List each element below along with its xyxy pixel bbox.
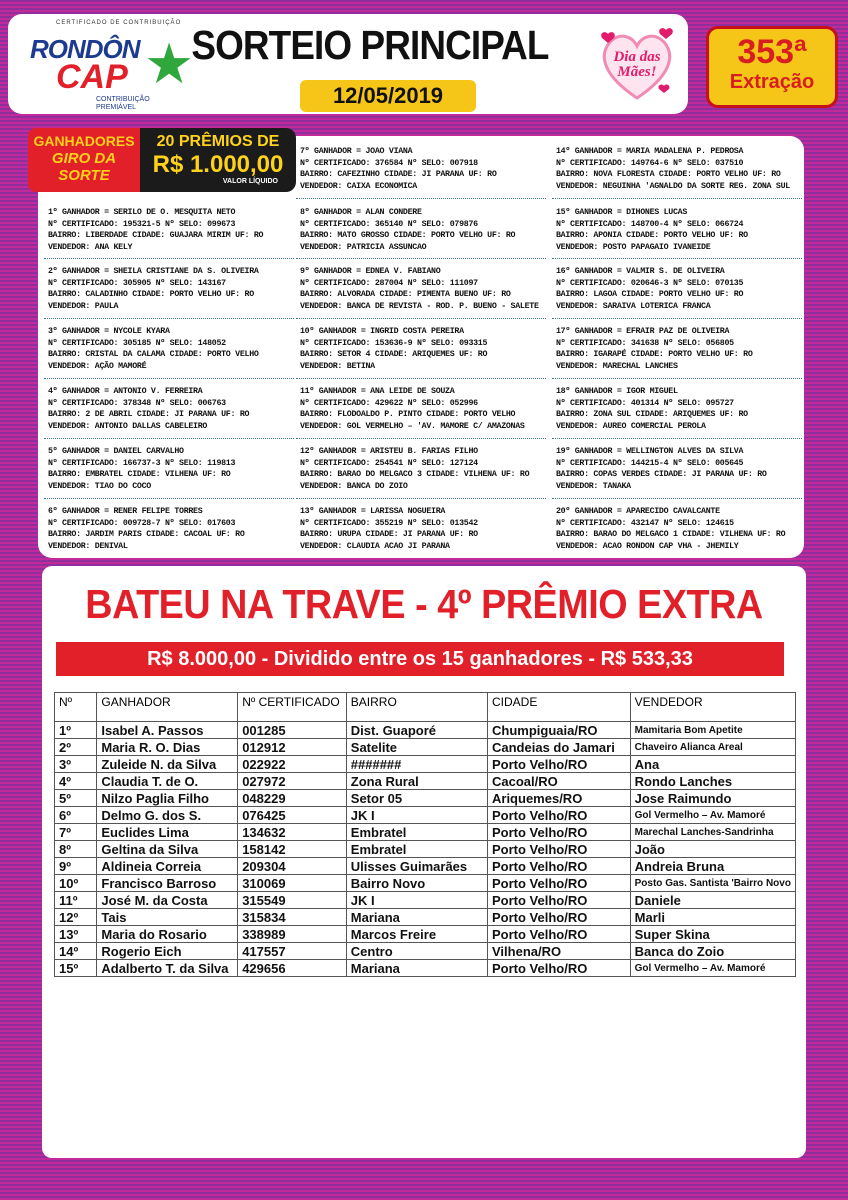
table-cell: 417557 — [238, 943, 347, 960]
winner-line: BAIRRO: JARDIM PARIS CIDADE: CACOAL UF: RO — [48, 530, 245, 539]
table-cell: Embratel — [346, 824, 487, 841]
winner-line: Nº CERTIFICADO: 148700-4 Nº SELO: 066724 — [556, 219, 744, 229]
table-cell: José M. da Costa — [97, 892, 238, 909]
table-cell: 2º — [55, 739, 97, 756]
table-cell: Posto Gas. Santista 'Bairro Novo — [630, 875, 795, 892]
table-cell: Cacoal/RO — [488, 773, 631, 790]
winner-entry — [48, 386, 298, 432]
winner-line: 17º GANHADOR = EFRAIR PAZ DE OLIVEIRA — [556, 327, 730, 336]
winner-line: BAIRRO: COPAS VERDES CIDADE: JI PARANA UF: RO — [556, 470, 767, 479]
table-cell: João — [630, 841, 795, 858]
table-cell: Jose Raimundo — [630, 790, 795, 807]
winner-line: BAIRRO: APONIA CIDADE: PORTO VELHO UF: RO — [556, 231, 748, 240]
valor-liquido-label: VALOR LÍQUIDO — [222, 178, 278, 185]
winner-line: Nº CERTIFICADO: 376584 Nº SELO: 007918 — [300, 158, 478, 168]
winner-line: 4º GANHADOR = ANTONIO V. FERREIRA — [48, 387, 203, 396]
winner-line: Nº CERTIFICADO: 432147 Nº SELO: 124615 — [556, 518, 734, 528]
table-cell: Daniele — [630, 892, 795, 909]
winner-entry — [48, 326, 298, 372]
dotted-separator — [44, 498, 294, 499]
table-cell: Chumpiguaia/RO — [488, 722, 631, 739]
table-row — [55, 722, 796, 739]
winner-line: BAIRRO: CRISTAL DA CALAMA CIDADE: PORTO VELHO — [48, 350, 259, 359]
table-cell: Mariana — [346, 960, 487, 977]
winner-line: VENDEDOR: ACAO RONDON CAP VHA - JHEMILY — [556, 541, 739, 551]
table-cell: Candeias do Jamari — [488, 739, 631, 756]
winner-line: VENDEDOR: BANCA DO ZOIO — [300, 481, 408, 491]
table-cell: JK I — [346, 892, 487, 909]
table-cell: Marcos Freire — [346, 926, 487, 943]
table-cell: 10º — [55, 875, 97, 892]
table-cell: 1º — [55, 722, 97, 739]
winner-line: 2º GANHADOR = SHEILA CRISTIANE DA S. OLIVEIRA — [48, 267, 259, 276]
table-cell: Rondo Lanches — [630, 773, 795, 790]
winner-entry — [300, 386, 550, 432]
winner-line: Nº CERTIFICADO: 378348 Nº SELO: 006763 — [48, 398, 226, 408]
table-cell: Satelite — [346, 739, 487, 756]
mothers-day-badge — [594, 20, 680, 104]
winner-line: 1º GANHADOR = SERILO DE O. MESQUITA NETO — [48, 208, 236, 217]
winner-line: VENDEDOR: NEGUINHA 'AGNALDO DA SORTE REG. ZONA SUL — [556, 181, 790, 191]
table-cell: Chaveiro Alianca Areal — [630, 739, 795, 756]
table-cell: 11º — [55, 892, 97, 909]
table-row — [55, 909, 796, 926]
winner-line: Nº CERTIFICADO: 287004 Nº SELO: 111097 — [300, 278, 478, 288]
winner-entry — [556, 266, 806, 312]
dotted-separator — [552, 258, 802, 259]
winner-line: 15º GANHADOR = DIHONES LUCAS — [556, 208, 688, 217]
table-header-cell: CIDADE — [488, 693, 631, 722]
dotted-separator — [552, 498, 802, 499]
table-cell: 315834 — [238, 909, 347, 926]
winner-line: 3º GANHADOR = NYCOLE KYARA — [48, 327, 170, 336]
extraction-number: 353ª — [737, 33, 807, 71]
winner-line: BAIRRO: CAFEZINHO CIDADE: JI PARANA UF: RO — [300, 170, 497, 179]
winner-line: Nº CERTIFICADO: 341638 Nº SELO: 056805 — [556, 338, 734, 348]
table-cell: Nilzo Paglia Filho — [97, 790, 238, 807]
dotted-separator — [296, 198, 546, 199]
giro-da-sorte-badge — [28, 128, 140, 192]
winner-line: BAIRRO: IGARAPÉ CIDADE: PORTO VELHO UF: RO — [556, 350, 753, 359]
table-cell: 022922 — [238, 756, 347, 773]
winner-line: VENDEDOR: PAULA — [48, 301, 119, 311]
table-cell: Delmo G. dos S. — [97, 807, 238, 824]
winner-line: VENDEDOR: AÇÃO MAMORÉ — [48, 361, 147, 371]
table-row — [55, 875, 796, 892]
winner-line: VENDEDOR: CLAUDIA ACAO JI PARANA — [300, 541, 450, 551]
winner-line: VENDEDOR: BANCA DE REVISTA - ROD. P. BUENO - SALETE — [300, 301, 539, 311]
giro-da-sorte-logo: GIRO DA SORTE — [51, 150, 117, 184]
table-header-cell: VENDEDOR — [630, 693, 795, 722]
table-cell: 001285 — [238, 722, 347, 739]
winner-entry — [48, 207, 298, 253]
table-cell: 158142 — [238, 841, 347, 858]
table-cell: Tais — [97, 909, 238, 926]
rondon-cap-logo — [26, 20, 195, 111]
table-cell: Maria do Rosario — [97, 926, 238, 943]
winner-line: Nº CERTIFICADO: 429622 Nº SELO: 052996 — [300, 398, 478, 408]
table-cell: Geltina da Silva — [97, 841, 238, 858]
table-cell: Ana — [630, 756, 795, 773]
table-row — [55, 807, 796, 824]
dotted-separator — [296, 378, 546, 379]
winner-entry — [556, 386, 806, 432]
table-header-row — [55, 693, 796, 722]
table-row — [55, 943, 796, 960]
winner-line: BAIRRO: URUPA CIDADE: JI PARANA UF: RO — [300, 530, 478, 539]
page-title: SORTEIO PRINCIPAL — [191, 22, 549, 68]
dotted-separator — [44, 258, 294, 259]
table-cell: Porto Velho/RO — [488, 824, 631, 841]
winner-entry — [556, 506, 806, 552]
table-cell: Porto Velho/RO — [488, 841, 631, 858]
extraction-badge — [706, 26, 838, 108]
table-cell: Gol Vermelho – Av. Mamoré — [630, 960, 795, 977]
dotted-separator — [44, 318, 294, 319]
winner-line: BAIRRO: BARAO DO MELGACO 3 CIDADE: VILHENA UF: RO — [300, 470, 530, 479]
winner-line: VENDEDOR: SARAIVA LOTERICA FRANCA — [556, 301, 711, 311]
mothers-day-text: Dia das Mães! — [613, 49, 661, 80]
table-row — [55, 858, 796, 875]
table-cell: Porto Velho/RO — [488, 926, 631, 943]
table-cell: 7º — [55, 824, 97, 841]
winner-line: 16º GANHADOR = VALMIR S. DE OLIVEIRA — [556, 267, 725, 276]
winner-line: VENDEDOR: ANTONIO DALLAS CABELEIRO — [48, 421, 208, 431]
winner-line: BAIRRO: NOVA FLORESTA CIDADE: PORTO VELHO UF: RO — [556, 170, 781, 179]
winner-line: BAIRRO: CALADINHO CIDADE: PORTO VELHO UF: RO — [48, 290, 254, 299]
table-header-cell: Nº — [55, 693, 97, 722]
winner-line: Nº CERTIFICADO: 254541 Nº SELO: 127124 — [300, 458, 478, 468]
dotted-separator — [296, 498, 546, 499]
winner-line: Nº CERTIFICADO: 020646-3 Nº SELO: 070135 — [556, 278, 744, 288]
table-cell: Porto Velho/RO — [488, 858, 631, 875]
table-cell: 012912 — [238, 739, 347, 756]
table-cell: Mamitaria Bom Apetite — [630, 722, 795, 739]
winner-line: 12º GANHADOR = ARISTEU B. FARIAS FILHO — [300, 447, 478, 456]
table-cell: 134632 — [238, 824, 347, 841]
winner-line: Nº CERTIFICADO: 305185 Nº SELO: 148052 — [48, 338, 226, 348]
table-cell: Ariquemes/RO — [488, 790, 631, 807]
table-row — [55, 824, 796, 841]
prize-value: R$ 1.000,00 — [152, 151, 284, 178]
winner-line: Nº CERTIFICADO: 144215-4 Nº SELO: 005645 — [556, 458, 744, 468]
winner-line: BAIRRO: ALVORADA CIDADE: PIMENTA BUENO UF: RO — [300, 290, 511, 299]
table-row — [55, 790, 796, 807]
dotted-separator — [296, 258, 546, 259]
table-row — [55, 892, 796, 909]
table-header-cell: BAIRRO — [346, 693, 487, 722]
table-cell: Mariana — [346, 909, 487, 926]
extraction-label: Extração — [729, 71, 815, 93]
winner-line: BAIRRO: LAGOA CIDADE: PORTO VELHO UF: RO — [556, 290, 744, 299]
winner-line: 19º GANHADOR = WELLINGTON ALVES DA SILVA — [556, 447, 744, 456]
table-row — [55, 739, 796, 756]
table-row — [55, 960, 796, 977]
table-cell: Embratel — [346, 841, 487, 858]
table-cell: Aldineia Correia — [97, 858, 238, 875]
table-cell: Andreia Bruna — [630, 858, 795, 875]
winner-line: 6º GANHADOR = RENER FELIPE TORRES — [48, 507, 203, 516]
trave-subtitle: R$ 8.000,00 - Dividido entre os 15 ganhadores - R$ 533,33 — [56, 642, 784, 676]
table-cell: JK I — [346, 807, 487, 824]
table-cell: 209304 — [238, 858, 347, 875]
winner-line: Nº CERTIFICADO: 009728-7 Nº SELO: 017603 — [48, 518, 236, 528]
logo-top-text: CERTIFICADO DE CONTRIBUIÇÃO — [56, 20, 182, 26]
table-cell: Bairro Novo — [346, 875, 487, 892]
dotted-separator — [552, 198, 802, 199]
table-cell: 12º — [55, 909, 97, 926]
winner-line: BAIRRO: EMBRATEL CIDADE: VILHENA UF: RO — [48, 470, 231, 479]
table-cell: 076425 — [238, 807, 347, 824]
table-cell: Gol Vermelho – Av. Mamoré — [630, 807, 795, 824]
table-cell: Euclides Lima — [97, 824, 238, 841]
winner-line: BAIRRO: LIBERDADE CIDADE: GUAJARA MIRIM UF: RO — [48, 231, 264, 240]
table-cell: Porto Velho/RO — [488, 756, 631, 773]
winner-line: 11º GANHADOR = ANA LEIDE DE SOUZA — [300, 387, 455, 396]
table-cell: Porto Velho/RO — [488, 807, 631, 824]
winner-line: 8º GANHADOR = ALAN CONDERE — [300, 208, 422, 217]
winner-entry — [556, 146, 806, 192]
winner-line: 9º GANHADOR = EDNEA V. FABIANO — [300, 267, 441, 276]
table-cell: 310069 — [238, 875, 347, 892]
table-cell: Porto Velho/RO — [488, 892, 631, 909]
table-header-cell: Nº CERTIFICADO — [238, 693, 347, 722]
winner-line: VENDEDOR: DENIVAL — [48, 541, 128, 551]
winner-entry — [300, 146, 550, 192]
table-cell: 429656 — [238, 960, 347, 977]
winner-line: Nº CERTIFICADO: 401314 Nº SELO: 095727 — [556, 398, 734, 408]
table-cell: Banca do Zoio — [630, 943, 795, 960]
table-cell: Isabel A. Passos — [97, 722, 238, 739]
table-cell: 6º — [55, 807, 97, 824]
ganhadores-label: GANHADORES — [33, 133, 135, 149]
table-row — [55, 756, 796, 773]
winner-line: 10º GANHADOR = INGRID COSTA PEREIRA — [300, 327, 464, 336]
winner-line: Nº CERTIFICADO: 355219 Nº SELO: 013542 — [300, 518, 478, 528]
logo-word-rondon: RONDÔN — [30, 34, 140, 64]
winner-line: Nº CERTIFICADO: 195321-5 Nº SELO: 099673 — [48, 219, 236, 229]
winner-entry — [48, 266, 298, 312]
table-cell: Super Skina — [630, 926, 795, 943]
winner-line: BAIRRO: 2 DE ABRIL CIDADE: JI PARANA UF: RO — [48, 410, 250, 419]
logo-word-cap: CAP — [56, 58, 128, 96]
table-cell: Porto Velho/RO — [488, 909, 631, 926]
dotted-separator — [296, 318, 546, 319]
winner-entry — [300, 207, 550, 253]
winner-line: VENDEDOR: POSTO PAPAGAIO IVANEIDE — [556, 242, 711, 252]
winner-line: 7º GANHADOR = JOAO VIANA — [300, 147, 413, 156]
winner-line: Nº CERTIFICADO: 305905 Nº SELO: 143167 — [48, 278, 226, 288]
winner-entry — [556, 326, 806, 372]
winner-line: VENDEDOR: ANA KELY — [48, 242, 133, 252]
winner-line: 13º GANHADOR = LARISSA NOGUEIRA — [300, 507, 446, 516]
winner-line: 18º GANHADOR = IGOR MIGUEL — [556, 387, 678, 396]
table-cell: 8º — [55, 841, 97, 858]
winner-entry — [300, 506, 550, 552]
table-cell: Centro — [346, 943, 487, 960]
winner-line: Nº CERTIFICADO: 166737-3 Nº SELO: 119813 — [48, 458, 236, 468]
winner-line: 20º GANHADOR = APARECIDO CAVALCANTE — [556, 507, 720, 516]
table-cell: 4º — [55, 773, 97, 790]
winner-line: VENDEDOR: PATRICIA ASSUNCAO — [300, 242, 427, 252]
dotted-separator — [296, 438, 546, 439]
winner-line: BAIRRO: BARAO DO MELGACO 1 CIDADE: VILHENA UF: RO — [556, 530, 786, 539]
table-cell: Setor 05 — [346, 790, 487, 807]
dotted-separator — [552, 318, 802, 319]
table-cell: Zona Rural — [346, 773, 487, 790]
table-cell: Zuleide N. da Silva — [97, 756, 238, 773]
winner-line: 14º GANHADOR = MARIA MADALENA P. PEDROSA — [556, 147, 744, 156]
dotted-separator — [552, 378, 802, 379]
winner-line: VENDEDOR: GOL VERMELHO – 'AV. MAMORE C/ AMAZONAS — [300, 421, 525, 431]
table-cell: Claudia T. de O. — [97, 773, 238, 790]
winner-entry — [300, 326, 550, 372]
winner-entry — [300, 266, 550, 312]
winner-line: BAIRRO: ZONA SUL CIDADE: ARIQUEMES UF: RO — [556, 410, 748, 419]
winner-line: BAIRRO: SETOR 4 CIDADE: ARIQUEMES UF: RO — [300, 350, 488, 359]
dotted-separator — [44, 438, 294, 439]
logo-subtitle: CONTRIBUIÇÃO PREMIÁVEL — [96, 96, 150, 111]
table-cell: 5º — [55, 790, 97, 807]
table-row — [55, 926, 796, 943]
winner-line: Nº CERTIFICADO: 153636-9 Nº SELO: 093315 — [300, 338, 488, 348]
table-cell: 9º — [55, 858, 97, 875]
table-cell: Ulisses Guimarães — [346, 858, 487, 875]
winner-line: 5º GANHADOR = DANIEL CARVALHO — [48, 447, 184, 456]
table-cell: Marli — [630, 909, 795, 926]
table-cell: Dist. Guaporé — [346, 722, 487, 739]
table-cell: 14º — [55, 943, 97, 960]
draw-date: 12/05/2019 — [300, 80, 476, 112]
trave-table — [54, 692, 796, 977]
winner-line: VENDEDOR: AUREO COMERCIAL PEROLA — [556, 421, 706, 431]
table-cell: Porto Velho/RO — [488, 875, 631, 892]
winner-line: VENDEDOR: MARECHAL LANCHES — [556, 361, 678, 371]
winner-entry — [48, 506, 298, 552]
dotted-separator — [552, 438, 802, 439]
winner-line: BAIRRO: FLODOALDO P. PINTO CIDADE: PORTO VELHO — [300, 410, 516, 419]
winner-line: VENDEDOR: BETINA — [300, 361, 375, 371]
table-cell: 315549 — [238, 892, 347, 909]
table-row — [55, 841, 796, 858]
table-cell: Francisco Barroso — [97, 875, 238, 892]
table-cell: 048229 — [238, 790, 347, 807]
premios-count: 20 PRÊMIOS DE — [156, 133, 280, 150]
winner-entry — [48, 446, 298, 492]
table-cell: Porto Velho/RO — [488, 960, 631, 977]
winner-line: VENDEDOR: TIAO DO COCO — [48, 481, 151, 491]
winner-line: Nº CERTIFICADO: 149764-6 Nº SELO: 037510 — [556, 158, 744, 168]
table-cell: Vilhena/RO — [488, 943, 631, 960]
winner-line: Nº CERTIFICADO: 365140 Nº SELO: 079876 — [300, 219, 478, 229]
table-cell: Marechal Lanches-Sandrinha — [630, 824, 795, 841]
winner-entry — [300, 446, 550, 492]
table-cell: Maria R. O. Dias — [97, 739, 238, 756]
winner-line: BAIRRO: MATO GROSSO CIDADE: PORTO VELHO UF: RO — [300, 231, 516, 240]
table-cell: 338989 — [238, 926, 347, 943]
dotted-separator — [44, 378, 294, 379]
winner-entry — [556, 446, 806, 492]
prize-value-badge — [140, 128, 296, 192]
table-header-cell: GANHADOR — [97, 693, 238, 722]
table-cell: 027972 — [238, 773, 347, 790]
table-cell: 15º — [55, 960, 97, 977]
table-cell: 3º — [55, 756, 97, 773]
winner-line: VENDEDOR: CAIXA ECONOMICA — [300, 181, 417, 191]
winner-entry — [556, 207, 806, 253]
table-cell: 13º — [55, 926, 97, 943]
table-cell: Adalberto T. da Silva — [97, 960, 238, 977]
winner-line: VENDEDOR: TANAKA — [556, 481, 631, 491]
trave-title: BATEU NA TRAVE - 4º PRÊMIO EXTRA — [85, 581, 763, 627]
table-cell: ####### — [346, 756, 487, 773]
table-cell: Rogerio Eich — [97, 943, 238, 960]
table-row — [55, 773, 796, 790]
star-icon: ★ — [144, 32, 195, 95]
